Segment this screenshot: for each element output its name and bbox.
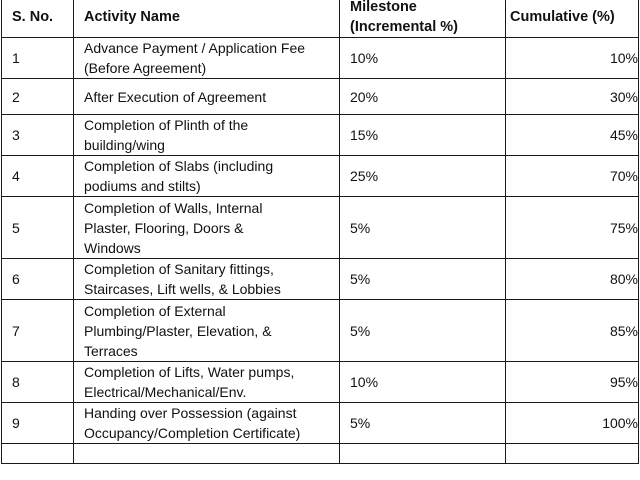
- activity-line: (Before Agreement): [84, 60, 207, 76]
- row-sno: 2: [2, 79, 74, 115]
- row-activity: [74, 79, 340, 115]
- activity-line: Handing over Possession (against: [84, 405, 297, 421]
- row-milestone: 15%: [340, 115, 506, 156]
- row-sno: 1: [2, 38, 74, 79]
- header-cumulative: Cumulative (%): [506, 0, 639, 38]
- row-activity: [74, 197, 340, 259]
- row-sno: 4: [2, 156, 74, 197]
- table-row: [2, 403, 639, 444]
- activity-line: Completion of Slabs (including: [84, 158, 274, 174]
- row-activity: [74, 156, 340, 197]
- activity-line: After Execution of Agreement: [84, 88, 267, 105]
- row-milestone: 20%: [340, 79, 506, 115]
- activity-line: building/wing: [84, 137, 165, 153]
- row-sno: 6: [2, 259, 74, 300]
- row-milestone: 5%: [340, 197, 506, 259]
- row-cumulative: 10%: [506, 38, 639, 79]
- table-row: [2, 156, 639, 197]
- row-cumulative: 30%: [506, 79, 639, 115]
- activity-line: Occupancy/Completion Certificate): [84, 425, 301, 441]
- activity-line: Windows: [84, 239, 141, 256]
- activity-line: Completion of Walls, Internal: [84, 199, 263, 216]
- row-activity: [74, 300, 340, 362]
- row-cumulative: 80%: [506, 259, 639, 300]
- activity-line: Staircases, Lift wells, & Lobbies: [84, 281, 281, 297]
- activity-line: Completion of External: [84, 302, 226, 319]
- table-row: [2, 259, 639, 300]
- row-milestone: 10%: [340, 38, 506, 79]
- row-milestone: 5%: [340, 403, 506, 444]
- row-cumulative: 100%: [506, 403, 639, 444]
- table-row: [2, 115, 639, 156]
- row-sno: 8: [2, 362, 74, 403]
- header-milestone-line1: Milestone: [350, 0, 417, 15]
- empty-cell: [74, 444, 340, 464]
- activity-line: Terraces: [84, 342, 138, 359]
- header-sno: S. No.: [2, 0, 74, 38]
- table-header-row: [2, 0, 639, 38]
- activity-line: Plumbing/Plaster, Elevation, &: [84, 322, 272, 339]
- row-sno: 5: [2, 197, 74, 259]
- row-cumulative: 85%: [506, 300, 639, 362]
- activity-line: Completion of Plinth of the: [84, 117, 249, 133]
- empty-cell: [340, 444, 506, 464]
- row-cumulative: 70%: [506, 156, 639, 197]
- row-milestone: 25%: [340, 156, 506, 197]
- activity-line: Plaster, Flooring, Doors &: [84, 219, 244, 236]
- empty-cell: [506, 444, 639, 464]
- row-activity: [74, 259, 340, 300]
- table-row-partial: [2, 444, 639, 464]
- table-row: [2, 79, 639, 115]
- activity-line: Completion of Lifts, Water pumps,: [84, 364, 295, 380]
- table-row: [2, 362, 639, 403]
- payment-schedule-table: [1, 0, 639, 464]
- header-activity: Activity Name: [74, 0, 340, 38]
- row-activity: [74, 403, 340, 444]
- header-milestone-line2: (Incremental %): [350, 18, 458, 35]
- row-milestone: 5%: [340, 259, 506, 300]
- row-activity: [74, 362, 340, 403]
- activity-line: Advance Payment / Application Fee: [84, 40, 306, 56]
- row-cumulative: 95%: [506, 362, 639, 403]
- activity-line: Completion of Sanitary fittings,: [84, 261, 274, 277]
- activity-line: Electrical/Mechanical/Env.: [84, 384, 247, 400]
- header-milestone: [340, 0, 506, 38]
- row-activity: [74, 115, 340, 156]
- row-milestone: 10%: [340, 362, 506, 403]
- row-sno: 3: [2, 115, 74, 156]
- row-milestone: 5%: [340, 300, 506, 362]
- table-row: [2, 300, 639, 362]
- row-sno: 7: [2, 300, 74, 362]
- row-cumulative: 45%: [506, 115, 639, 156]
- row-sno: 9: [2, 403, 74, 444]
- row-activity: [74, 38, 340, 79]
- row-cumulative: 75%: [506, 197, 639, 259]
- empty-cell: [2, 444, 74, 464]
- table-row: [2, 38, 639, 79]
- activity-line: podiums and stilts): [84, 178, 201, 194]
- table-row: [2, 197, 639, 259]
